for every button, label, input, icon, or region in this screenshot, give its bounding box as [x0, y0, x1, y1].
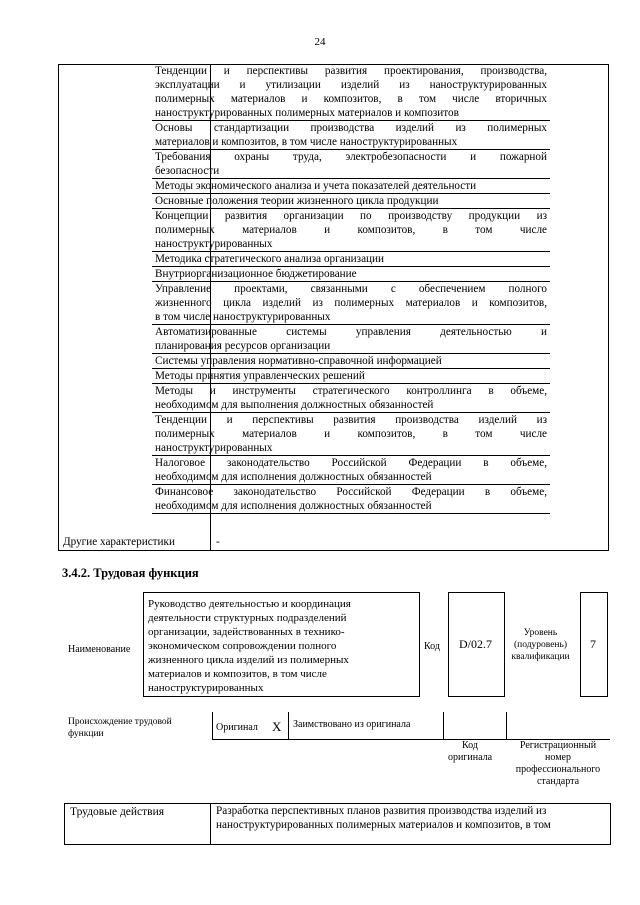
knowledge-item-line: жизненного цикла изделий из полимерных материалов и композитов, [155, 297, 547, 309]
original-code-caption-line: Код [462, 740, 478, 751]
code-label: Код [424, 641, 440, 652]
function-name [148, 597, 416, 695]
level-label-line: Уровень [523, 628, 558, 638]
section-title: 3.4.2. Трудовая функция [62, 566, 199, 580]
reg-number-caption-line: номер [545, 752, 571, 763]
other-characteristics-label: Другие характеристики [63, 536, 175, 548]
knowledge-item [152, 485, 550, 514]
function-name-line: организации, задействованных в технико- [148, 626, 345, 638]
knowledge-item [152, 267, 550, 282]
other-characteristics-row [58, 535, 609, 551]
reg-number-caption-line: Регистрационный [519, 740, 597, 751]
knowledge-item-line: полимерных материалов и композитов, в том числе [155, 224, 547, 236]
knowledge-item-line: Методы и инструменты стратегического контроллинга в объеме, [155, 385, 547, 397]
labor-action-line: наноструктурированных полимерных материалов и композитов, в том [216, 819, 551, 831]
function-name-line: наноструктурированных [148, 682, 264, 694]
knowledge-item-line: наноструктурированных [155, 442, 273, 454]
knowledge-item [152, 354, 550, 369]
knowledge-item-line: Системы управления нормативно-справочной информацией [155, 355, 442, 367]
other-column-divider [210, 535, 211, 550]
knowledge-item-line: Финансовое законодательство Российской Федерации в объеме, [155, 486, 547, 498]
knowledge-item [152, 150, 550, 179]
level-label-line: квалификации [511, 652, 570, 662]
knowledge-item-line: в том числе наноструктурированных [155, 311, 331, 323]
origin-original-label: Оригинал [216, 722, 258, 733]
origin-label-line: функции [68, 729, 104, 739]
other-characteristics-value: - [216, 536, 220, 548]
origin-label [68, 716, 172, 740]
knowledge-item-line: безопасности [155, 165, 220, 177]
knowledge-item [152, 413, 550, 456]
knowledge-item-line: материалов и композитов, в том числе наноструктурированных [155, 136, 458, 148]
qualification-level: 7 [590, 637, 596, 651]
origin-original-mark: X [272, 719, 282, 734]
page-number: 24 [314, 36, 326, 48]
origin-divider [506, 712, 507, 739]
knowledge-item-line: Автоматизированные системы управления деятельностью и [155, 326, 547, 338]
origin-label-line: Происхождение трудовой [68, 717, 172, 727]
knowledge-item-line: Налоговое законодательство Российской Федерации в объеме, [155, 457, 547, 469]
level-label [503, 627, 578, 663]
function-name-line: Руководство деятельностью и координация [148, 598, 351, 610]
knowledge-item-line: Тенденции и перспективы развития производства изделий из [155, 414, 547, 426]
knowledge-item [152, 252, 550, 267]
labor-actions-table [64, 803, 611, 845]
labor-action-line: Разработка перспективных планов развития производства изделий из [216, 805, 547, 817]
knowledge-item-line: наноструктурированных [155, 238, 273, 250]
knowledge-item-line: полимерных материалов и композитов, в том числе вторичных [155, 93, 547, 105]
labor-actions-label: Трудовые действия [70, 806, 165, 818]
origin-borrowed-label: Заимствовано из оригинала [293, 719, 411, 730]
knowledge-item-line: полимерных материалов и композитов, в том числе [155, 428, 547, 440]
knowledge-item-line: Методы принятия управленческих решений [155, 370, 365, 382]
origin-divider [443, 712, 444, 739]
function-name-line: жизненного цикла изделий из полимерных [148, 654, 349, 666]
knowledge-item [152, 209, 550, 252]
knowledge-item-line: Методика стратегического анализа организации [155, 253, 385, 265]
original-code-caption-line: оригинала [447, 752, 493, 763]
knowledge-item [152, 121, 550, 150]
knowledge-item-line: Основные положения теории жизненного цикла продукции [155, 195, 439, 207]
knowledge-item-line: наноструктурированных полимерных материалов и композитов [155, 107, 459, 119]
function-name-line: материалов и композитов, в том числе [148, 668, 327, 680]
original-code-caption [440, 740, 500, 764]
knowledge-item-line: необходимом для исполнения должностных обязанностей [155, 471, 432, 483]
knowledge-item-line: необходимом для выполнения должностных обязанностей [155, 399, 434, 411]
knowledge-item-line: Методы экономического анализа и учета показателей деятельности [155, 180, 477, 192]
reg-number-caption [506, 740, 610, 788]
knowledge-item [152, 456, 550, 485]
name-label: Наименование [68, 644, 131, 655]
origin-divider [288, 712, 289, 739]
reg-number-caption-line: стандарта [536, 776, 580, 787]
knowledge-item-line: планирования ресурсов организации [155, 340, 331, 352]
level-label-line: (подуровень) [513, 640, 568, 650]
knowledge-item [152, 384, 550, 413]
labor-actions-text [216, 804, 606, 832]
knowledge-item-line: Основы стандартизации производства изделий из полимерных [155, 122, 547, 134]
knowledge-item-line: Внутриорганизационное бюджетирование [155, 268, 357, 280]
knowledge-item-line: Тенденции и перспективы развития проектирования, производства, [155, 65, 547, 77]
knowledge-item [152, 369, 550, 384]
function-name-line: экономическом сопровождении полного [148, 640, 337, 652]
knowledge-item-line: Требования охраны труда, электробезопасности и пожарной [155, 151, 547, 163]
labor-actions-divider [210, 804, 211, 844]
knowledge-item [152, 179, 550, 194]
knowledge-item [152, 325, 550, 354]
reg-number-caption-line: профессионального [515, 764, 601, 775]
knowledge-item-line: необходимом для исполнения должностных обязанностей [155, 500, 432, 512]
knowledge-item [152, 64, 550, 121]
knowledge-item [152, 282, 550, 325]
knowledge-item-line: Концепции развития организации по производству продукции из [155, 210, 547, 222]
function-code: D/02.7 [459, 637, 492, 651]
knowledge-item [152, 194, 550, 209]
knowledge-item-line: эксплуатации и утилизации изделий из наноструктурированных [155, 79, 547, 91]
function-name-line: деятельности структурных подразделений [148, 612, 347, 624]
knowledge-item-line: Управление проектами, связанными с обеспечением полного [155, 283, 547, 295]
